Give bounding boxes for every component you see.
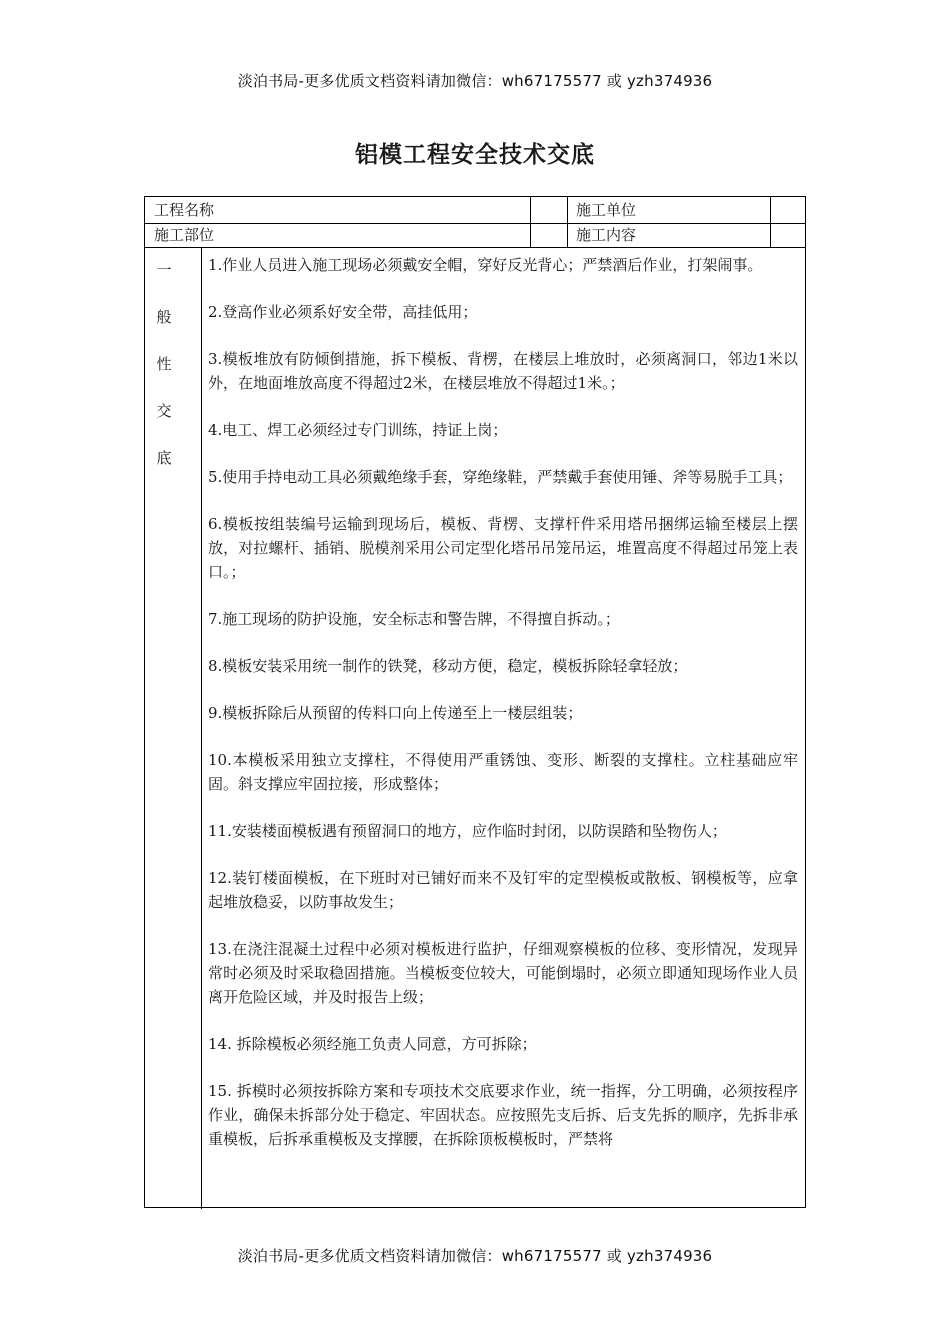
side-label-char: 般 bbox=[156, 308, 172, 326]
briefing-item: 4.电工、焊工必须经过专门训练，持证上岗； bbox=[208, 421, 508, 439]
document-title: 铝模工程安全技术交底 bbox=[355, 142, 595, 168]
briefing-item: 1.作业人员进入施工现场必须戴安全帽，穿好反光背心；严禁酒后作业，打架闹事。 bbox=[208, 256, 763, 274]
briefing-item: 6.模板按组装编号运输到现场后，模板、背楞、支撑杆件采用塔吊捆绑运输至楼层上摆放，对拉螺杆、插销、脱模剂采用公司定型化塔吊吊笼吊运，堆置高度不得超过吊笼上表口。； bbox=[208, 515, 798, 581]
briefing-item: 15. 拆模时必须按拆除方案和专项技术交底要求作业，统一指挥，分工明确，必须按程序作业，确保未拆部分处于稳定、牢固状态。应按照先支后拆、后支先拆的顺序，先拆非承重模板，后拆承重模板及支撑腰，在拆除顶板模板时，严禁将 bbox=[208, 1082, 798, 1148]
row-divider-1 bbox=[145, 223, 805, 224]
briefing-item: 8.模板安装采用统一制作的铁凳，移动方便，稳定，模板拆除轻拿轻放； bbox=[208, 657, 688, 675]
watermark-top: 淡泊书局-更多优质文档资料请加微信：wh67175577 或 yzh374936 bbox=[237, 72, 713, 90]
safety-briefing-table bbox=[144, 196, 806, 1208]
side-label-char: 一 bbox=[156, 261, 172, 279]
briefing-items bbox=[208, 253, 798, 1174]
briefing-item: 2.登高作业必须系好安全带，高挂低用； bbox=[208, 303, 478, 321]
construction-part-label: 施工部位 bbox=[154, 226, 215, 244]
side-column-divider bbox=[201, 247, 202, 1209]
briefing-item: 12.装钉楼面模板，在下班时对已铺好而来不及钉牢的定型模板或散板、钢模板等，应拿起堆放稳妥，以防事故发生； bbox=[208, 869, 798, 911]
briefing-item: 11.安装楼面模板遇有预留洞口的地方，应作临时封闭，以防误踏和坠物伤人； bbox=[208, 822, 727, 840]
briefing-item: 13.在浇注混凝土过程中必须对模板进行监护，仔细观察模板的位移、变形情况，发现异常时必须及时采取稳固措施。当模板变位较大，可能倒塌时，必须立即通知现场作业人员离开危险区域，并及时报告上级； bbox=[208, 940, 798, 1006]
col-divider-3 bbox=[770, 197, 771, 247]
briefing-item: 14. 拆除模板必须经施工负责人同意，方可拆除； bbox=[208, 1035, 537, 1053]
side-label-char: 交 bbox=[156, 402, 172, 420]
watermark-bottom: 淡泊书局-更多优质文档资料请加微信：wh67175577 或 yzh374936 bbox=[237, 1247, 713, 1265]
side-label-char: 底 bbox=[156, 449, 172, 467]
project-name-label: 工程名称 bbox=[154, 201, 215, 219]
briefing-item: 9.模板拆除后从预留的传料口向上传递至上一楼层组装； bbox=[208, 704, 583, 722]
construction-unit-label: 施工单位 bbox=[576, 201, 637, 219]
row-divider-2 bbox=[145, 247, 805, 248]
briefing-item: 7.施工现场的防护设施，安全标志和警告牌，不得擅自拆动。； bbox=[208, 610, 620, 628]
briefing-item: 10.本模板采用独立支撑柱，不得使用严重锈蚀、变形、断裂的支撑柱。立柱基础应牢固。斜支撑应牢固拉接，形成整体； bbox=[208, 751, 798, 793]
col-divider-1 bbox=[530, 197, 531, 247]
general-briefing-label bbox=[153, 259, 175, 494]
col-divider-2 bbox=[567, 197, 568, 247]
briefing-item: 3.模板堆放有防倾倒措施，拆下模板、背楞，在楼层上堆放时，必须离洞口，邻边1米以外，在地面堆放高度不得超过2米，在楼层堆放不得超过1米。； bbox=[208, 350, 798, 392]
construction-content-label: 施工内容 bbox=[576, 226, 637, 244]
side-label-char: 性 bbox=[156, 355, 172, 373]
briefing-item: 5.使用手持电动工具必须戴绝缘手套，穿绝缘鞋，严禁戴手套使用锤、斧等易脱手工具； bbox=[208, 468, 793, 486]
